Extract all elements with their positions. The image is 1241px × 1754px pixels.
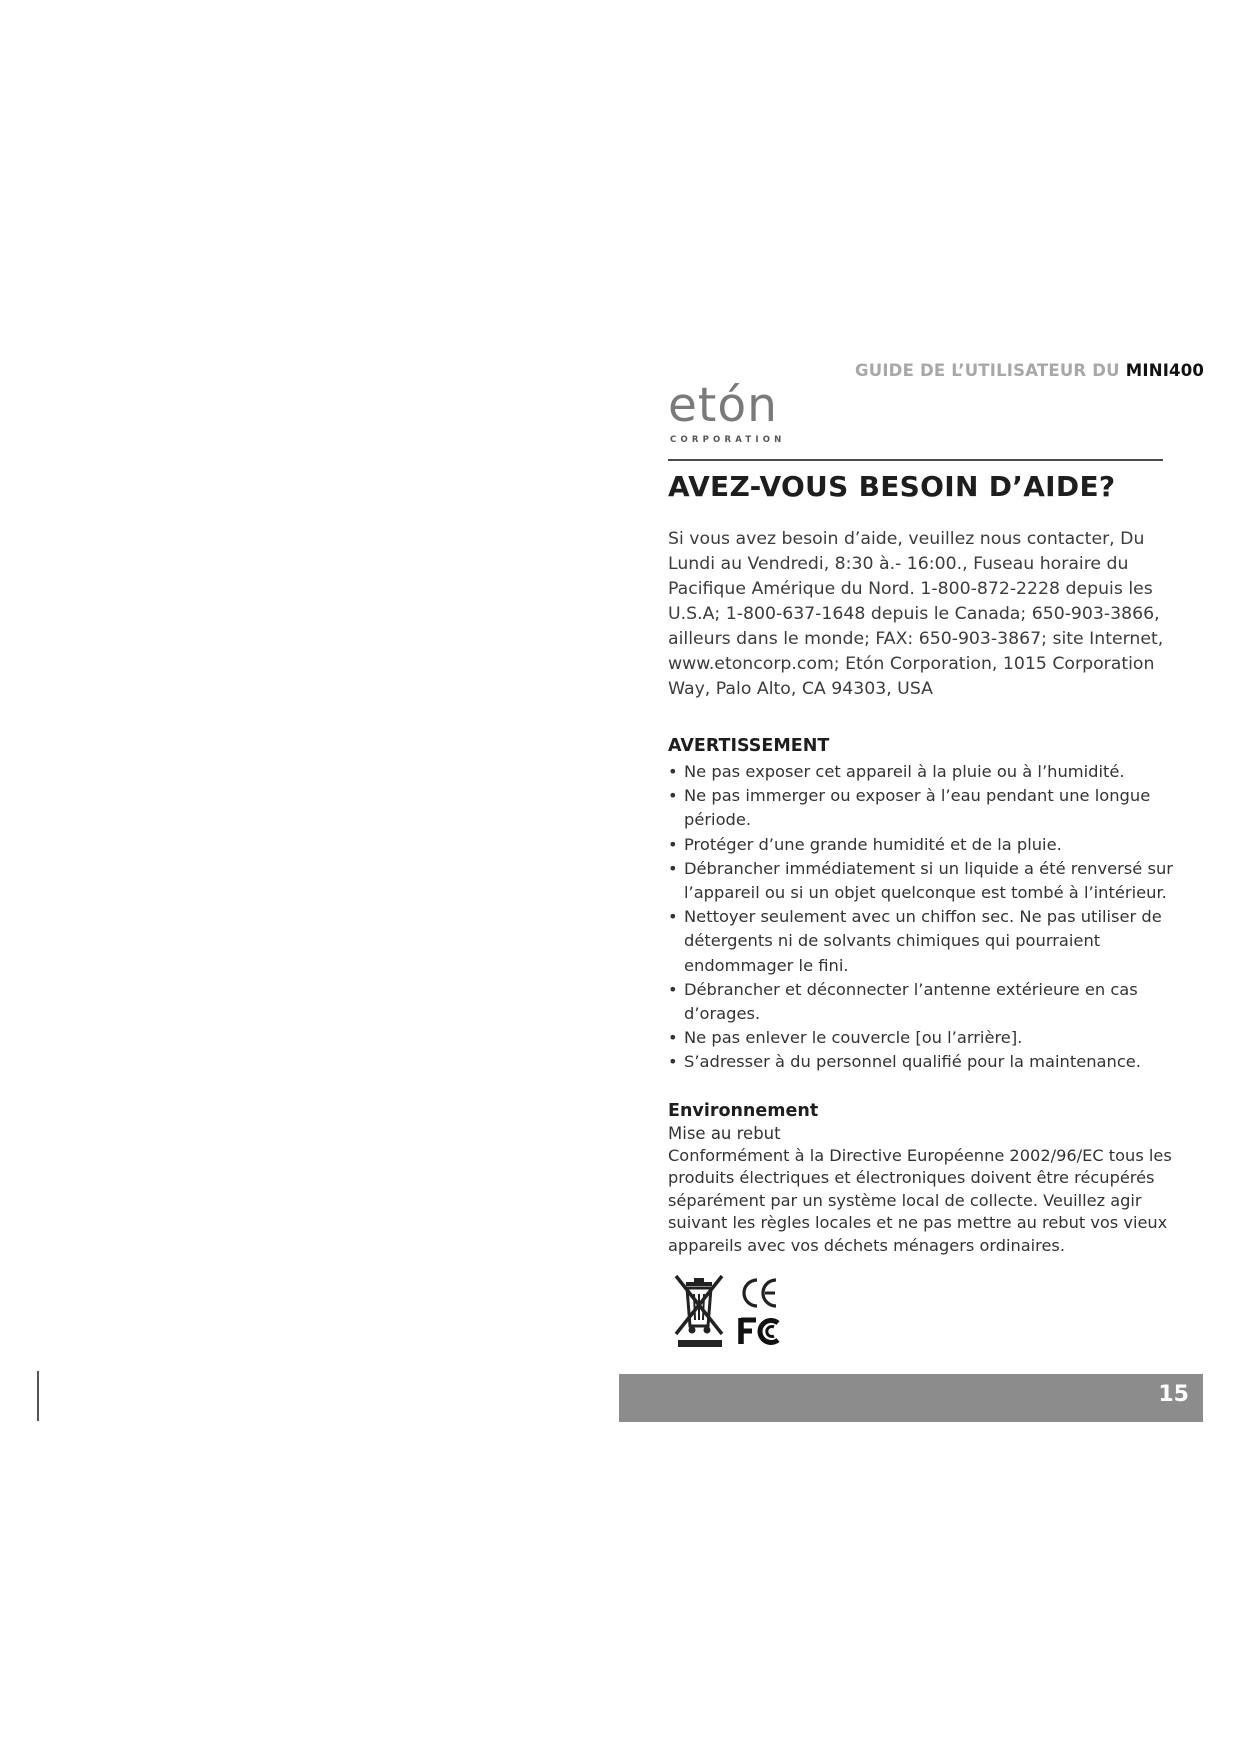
contact-paragraph [668,527,1168,702]
warning-heading: AVERTISSEMENT [668,736,830,756]
page-title: AVEZ-VOUS BESOIN D’AIDE? [668,470,1116,503]
footer-bar [619,1374,1203,1422]
warning-item: • Nettoyer seulement avec un chiffon sec. Ne pas utiliser de détergents ni de solvants chimiques qui pourraient endommager le fini. [668,905,1188,978]
contact-line: ailleurs dans le monde; FAX: 650-903-3867; site Internet, [668,629,1164,649]
warning-item: • Protéger d’une grande humidité et de la pluie. [668,833,1188,857]
model-name: MINI400 [1125,361,1205,380]
contact-line: www.etoncorp.com; Etón Corporation, 1015 Corporation [668,654,1155,674]
contact-line: Pacifique Amérique du Nord. 1-800-872-2228 depuis les [668,579,1153,599]
warning-item: • Ne pas exposer cet appareil à la pluie ou à l’humidité. [668,760,1188,784]
warning-item: • Ne pas enlever le couvercle [ou l’arrière]. [668,1026,1188,1050]
page-number: 15 [1158,1382,1189,1407]
guide-title-prefix: GUIDE DE L’UTILISATEUR DU [855,361,1126,380]
crossed-out-wheelie-bin-icon [672,1272,728,1348]
ce-mark [740,1276,780,1310]
fcc-mark [738,1315,784,1347]
disposal-subheading: Mise au rebut [668,1124,781,1143]
header-divider [668,459,1163,461]
contact-line: U.S.A; 1-800-637-1648 depuis le Canada; 650-903-3866, [668,604,1160,624]
warning-list [668,760,1188,1075]
contact-line: Way, Palo Alto, CA 94303, USA [668,679,933,699]
warning-item: • Débrancher et déconnecter l’antenne extérieure en cas d’orages. [668,978,1188,1026]
warning-item: • Débrancher immédiatement si un liquide a été renversé sur l’appareil ou si un objet quelconque est tombé à l’intérieur. [668,857,1188,905]
logo-wordmark: etón [668,378,778,433]
disposal-paragraph: Conformément à la Directive Européenne 2002/96/EC tous les produits électriques et électroniques doivent être récupérés séparément par un système local de collecte. Veuillez agir suivant les règles locales et ne pas mettre au rebut vos vieux appareils avec vos déchets ménagers ordinaires. [668,1146,1172,1255]
warning-item: • Ne pas immerger ou exposer à l’eau pendant une longue période. [668,784,1188,832]
logo-subtitle: CORPORATION [670,435,786,445]
contact-line: Si vous avez besoin d’aide, veuillez nous contacter, Du [668,529,1145,549]
eton-logo [668,378,786,445]
warning-item: • S’adresser à du personnel qualifié pour la maintenance. [668,1050,1188,1074]
binding-edge-line [37,1371,39,1421]
running-header [855,361,1205,380]
environment-heading: Environnement [668,1101,819,1121]
contact-line: Lundi au Vendredi, 8:30 à.- 16:00., Fuseau horaire du [668,554,1129,574]
